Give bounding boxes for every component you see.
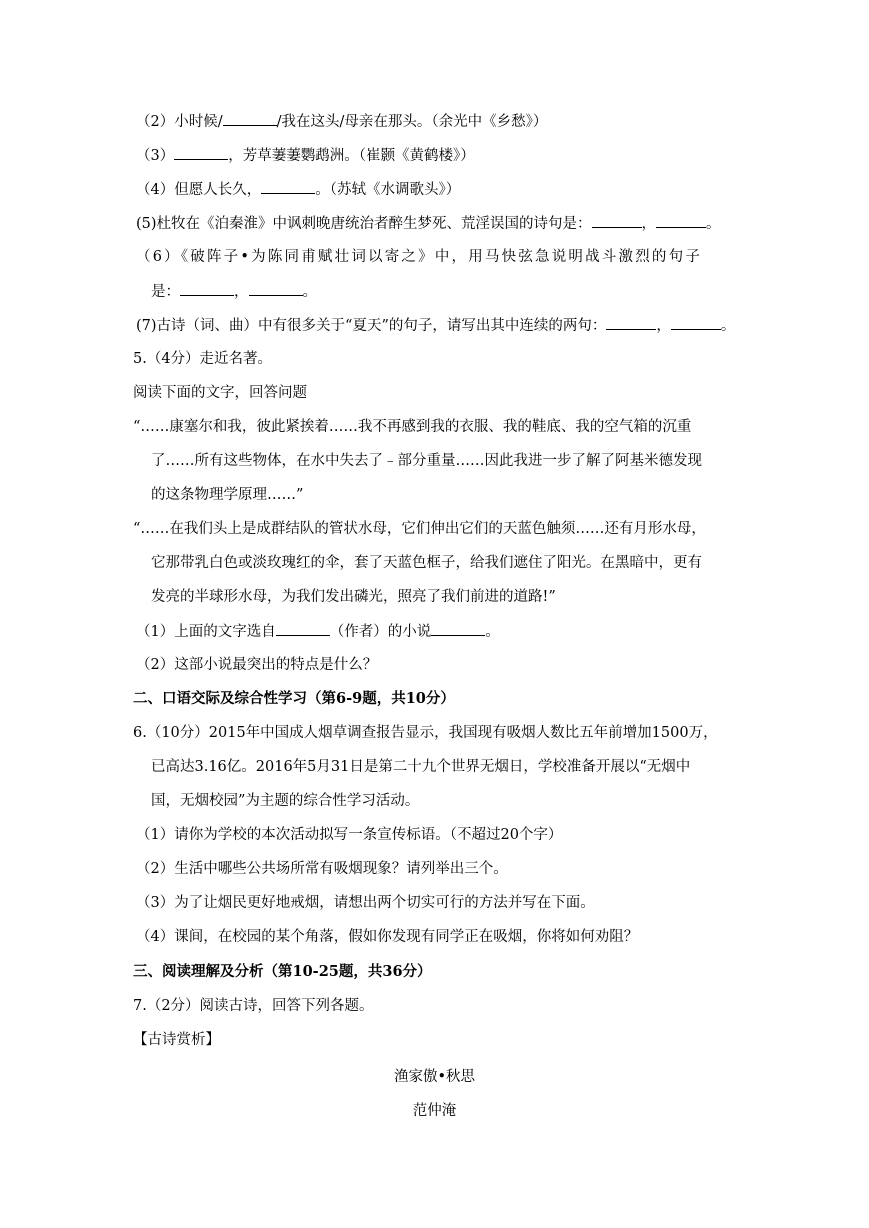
answer-blank[interactable] xyxy=(261,179,315,194)
question-4-6-line1: （6）《破阵子•为陈同甫赋壮词以寄之》中，用马快弦急说明战斗激烈的句子 xyxy=(136,249,703,265)
question-4-4 xyxy=(136,179,460,200)
question-5-instruction: 阅读下面的文字，回答问题 xyxy=(133,385,307,401)
section-2-heading: 二、口语交际及综合性学习（第6-9题，共10分） xyxy=(133,690,455,707)
q5-passage1-line3: 的这条物理学原理……” xyxy=(151,487,304,503)
q4-7-sep: ， xyxy=(656,318,671,334)
question-5-2: （2）这部小说最突出的特点是什么？ xyxy=(136,657,378,673)
q4-6-sep: ， xyxy=(234,284,249,300)
question-6-line2: 已高达3.16亿。2016年5月31日是第二十九个世界无烟日，学校准备开展以“无烟中 xyxy=(151,759,691,775)
answer-blank[interactable] xyxy=(180,281,234,296)
question-6-4: （4）课间，在校园的某个角落，假如你发现有同学正在吸烟，你将如何劝阻？ xyxy=(136,929,639,945)
answer-blank[interactable] xyxy=(431,621,485,636)
question-6-2: （2）生活中哪些公共场所常有吸烟现象？请列举出三个。 xyxy=(136,861,508,877)
q4-2-text-a: （2）小时候/ xyxy=(136,114,223,130)
q4-5-text: (5)杜牧在《泊秦淮》中讽刺晚唐统治者醉生梦死、荒淫误国的诗句是： xyxy=(136,216,592,232)
question-4-2 xyxy=(136,111,547,132)
q4-3-text-b: ，芳草萋萋鹦鹉洲。（崔颢《黄鹤楼》） xyxy=(228,148,475,164)
q4-2-text-b: /我在这头/母亲在那头。（余光中《乡愁》） xyxy=(276,114,548,130)
question-4-6-line2 xyxy=(151,281,317,302)
q4-7-end: 。 xyxy=(720,318,736,334)
question-5-1 xyxy=(136,621,500,642)
q4-5-sep: ， xyxy=(641,216,657,232)
question-4-5 xyxy=(136,213,721,234)
q4-6-end: 。 xyxy=(302,284,317,300)
answer-blank[interactable] xyxy=(671,315,721,330)
answer-blank[interactable] xyxy=(174,145,228,160)
question-4-3 xyxy=(136,145,475,166)
q5-passage2-line3: 发亮的半球形水母，为我们发出磷光，照亮了我们前进的道路!” xyxy=(151,589,556,605)
question-4-7 xyxy=(136,315,735,336)
question-6-line3: 国，无烟校园”为主题的综合性学习活动。 xyxy=(151,793,420,809)
question-5-title: 5.（4分）走近名著。 xyxy=(133,351,273,367)
q5-passage2-line1: “……在我们头上是成群结队的管状水母，它们伸出它们的天蓝色触须……还有月形水母， xyxy=(133,521,706,537)
answer-blank[interactable] xyxy=(249,281,303,296)
q5-1-text-b: （作者）的小说 xyxy=(329,624,432,640)
answer-blank[interactable] xyxy=(606,315,656,330)
poem-author: 范仲淹 xyxy=(412,1103,457,1119)
question-6-1: （1）请你为学校的本次活动拟写一条宣传标语。（不超过20个字） xyxy=(136,827,563,843)
poem-section-label: 【古诗赏析】 xyxy=(133,1032,220,1048)
answer-blank[interactable] xyxy=(223,111,277,126)
q5-1-text-a: （1）上面的文字选自 xyxy=(136,624,276,640)
q4-4-text-b: 。（苏轼《水调歌头》） xyxy=(315,182,461,198)
answer-blank[interactable] xyxy=(656,213,706,228)
answer-blank[interactable] xyxy=(276,621,330,636)
q4-7-text: (7)古诗（词、曲）中有很多关于“夏天”的句子，请写出其中连续的两句： xyxy=(136,318,607,334)
q5-passage1-line2: 了……所有这些物体，在水中失去了﹣部分重量……因此我进一步了解了阿基米德发现 xyxy=(151,453,702,469)
q4-5-end: 。 xyxy=(706,216,721,232)
q5-1-end: 。 xyxy=(485,624,500,640)
q5-passage1-line1: “……康塞尔和我，彼此紧挨着……我不再感到我的衣服、我的鞋底、我的空气箱的沉重 xyxy=(133,419,692,435)
answer-blank[interactable] xyxy=(592,213,642,228)
poem-title: 渔家傲•秋思 xyxy=(393,1069,476,1085)
q5-passage2-line2: 它那带乳白色或淡玫瑰红的伞，套了天蓝色框子，给我们遮住了阳光。在黑暗中，更有 xyxy=(151,555,702,571)
question-6-line1: 6.（10分）2015年中国成人烟草调查报告显示，我国现有吸烟人数比五年前增加1500万， xyxy=(133,725,718,741)
q4-6-text: 是： xyxy=(151,284,180,300)
question-6-3: （3）为了让烟民更好地戒烟，请想出两个切实可行的方法并写在下面。 xyxy=(136,895,595,911)
q4-3-text-a: （3） xyxy=(136,148,175,164)
question-7-title: 7.（2分）阅读古诗，回答下列各题。 xyxy=(133,998,374,1014)
section-3-heading: 三、阅读理解及分析（第10-25题，共36分） xyxy=(133,963,432,980)
q4-4-text-a: （4）但愿人长久， xyxy=(136,182,262,198)
